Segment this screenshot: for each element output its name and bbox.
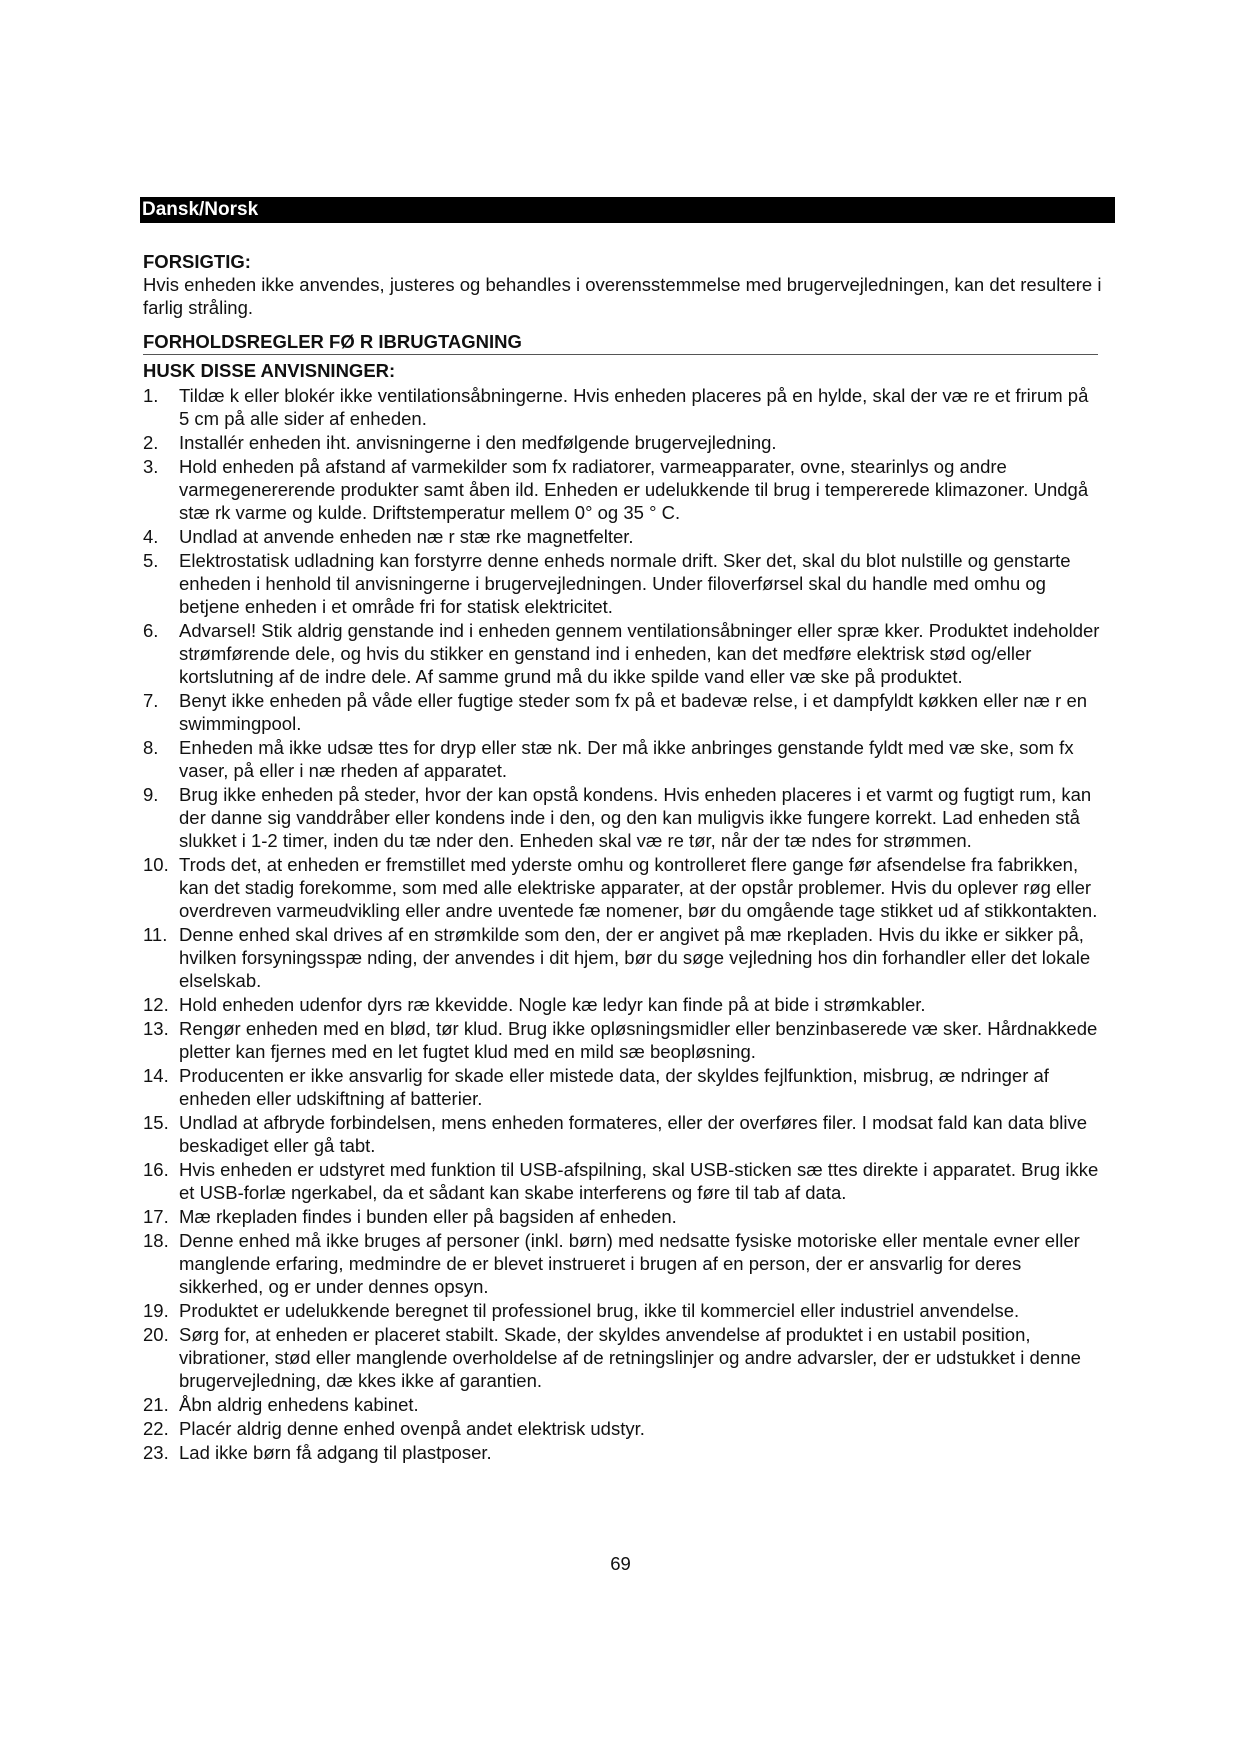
list-item-number: 7. [143, 690, 159, 711]
instruction-list [143, 384, 1103, 1464]
list-item-text: Undlad at anvende enheden næ r stæ rke magnetfelter. [179, 526, 634, 547]
list-item-text: Brug ikke enheden på steder, hvor der kan opstå kondens. Hvis enheden placeres i et varmt og fugtigt rum, kan der danne sig vanddråber eller kondens inde i den, og den kan muligvis ikke fungere korrekt. Lad enheden stå slukket i 1-2 timer, inden du tæ nder den. Enheden skal væ re tør, når der tæ ndes for strømmen. [179, 784, 1092, 851]
list-item-text: Producenten er ikke ansvarlig for skade eller mistede data, der skyldes fejlfunktion, misbrug, æ ndringer af enheden eller udskiftning af batterier. [179, 1065, 1049, 1109]
list-item [143, 384, 1103, 430]
list-item [143, 689, 1103, 735]
list-item-number: 15. [143, 1112, 169, 1133]
list-item-text: Installér enheden iht. anvisningerne i den medfølgende brugervejledning. [179, 432, 777, 453]
list-item-number: 18. [143, 1230, 169, 1251]
list-item [143, 431, 1103, 454]
list-item-number: 10. [143, 854, 169, 875]
list-item [143, 1064, 1103, 1110]
list-item [143, 525, 1103, 548]
list-item-number: 20. [143, 1324, 169, 1345]
list-item-number: 23. [143, 1442, 169, 1463]
list-item [143, 1417, 1103, 1440]
list-item [143, 853, 1103, 922]
list-item [143, 1441, 1103, 1464]
list-item [143, 923, 1103, 992]
list-item-text: Lad ikke børn få adgang til plastposer. [179, 1442, 492, 1463]
list-item [143, 1299, 1103, 1322]
list-item-text: Åbn aldrig enhedens kabinet. [179, 1394, 419, 1415]
language-header: Dansk/Norsk [140, 197, 1115, 223]
list-item [143, 1111, 1103, 1157]
list-item-text: Produktet er udelukkende beregnet til professionel brug, ikke til kommerciel eller industriel anvendelse. [179, 1300, 1020, 1321]
list-item-number: 22. [143, 1418, 169, 1439]
list-item [143, 455, 1103, 524]
list-item-number: 13. [143, 1018, 169, 1039]
list-item-number: 1. [143, 385, 159, 406]
list-item-text: Elektrostatisk udladning kan forstyrre denne enheds normale drift. Sker det, skal du blot nulstille og genstarte enheden i henhold til anvisningerne i brugervejledningen. Under filoverførsel skal du handle med omhu og betjene enheden i et område fri for statisk elektricitet. [179, 550, 1071, 617]
list-item-text: Advarsel! Stik aldrig genstande ind i enheden gennem ventilationsåbninger eller spræ kker. Produktet indeholder strømførende dele, og hvis du stikker en genstand ind i enheden, kan det medføre elektrisk stød og/eller kortslutning af de indre dele. Af samme grund må du ikke spilde vand eller væ ske på produktet. [179, 620, 1100, 687]
list-item-text: Mæ rkepladen findes i bunden eller på bagsiden af enheden. [179, 1206, 677, 1227]
list-item [143, 993, 1103, 1016]
list-item-number: 14. [143, 1065, 169, 1086]
list-item-text: Rengør enheden med en blød, tør klud. Brug ikke opløsningsmidler eller benzinbaserede væ sker. Hårdnakkede pletter kan fjernes med en let fugtet klud med en mild sæ beopløsning. [179, 1018, 1098, 1062]
list-item-text: Undlad at afbryde forbindelsen, mens enheden formateres, eller der overføres filer. I modsat fald kan data blive beskadiget eller gå tabt. [179, 1112, 1088, 1156]
list-item-number: 17. [143, 1206, 169, 1227]
list-item-text: Benyt ikke enheden på våde eller fugtige steder som fx på et badevæ relse, i et dampfyldt køkken eller næ r en swimmingpool. [179, 690, 1088, 734]
list-item-number: 21. [143, 1394, 169, 1415]
list-item-text: Placér aldrig denne enhed ovenpå andet elektrisk udstyr. [179, 1418, 645, 1439]
list-item [143, 549, 1103, 618]
list-item-number: 19. [143, 1300, 169, 1321]
list-item [143, 1393, 1103, 1416]
list-item-number: 2. [143, 432, 159, 453]
list-item [143, 1323, 1103, 1392]
list-item-number: 16. [143, 1159, 169, 1180]
list-item [143, 1158, 1103, 1204]
list-item-number: 12. [143, 994, 169, 1015]
section-subtitle: HUSK DISSE ANVISNINGER: [143, 360, 396, 381]
list-item-number: 4. [143, 526, 159, 547]
list-item [143, 619, 1103, 688]
list-item [143, 783, 1103, 852]
caution-title: FORSIGTIG: [143, 251, 251, 272]
list-item-text: Denne enhed skal drives af en strømkilde som den, der er angivet på mæ rkepladen. Hvis du ikke er sikker på, hvilken forsyningsspæ nding, der anvendes i dit hjem, bør du søge vejledning hos din forhandler eller det lokale elselskab. [179, 924, 1091, 991]
list-item-text: Hold enheden udenfor dyrs ræ kkevidde. Nogle kæ ledyr kan finde på at bide i strømkabler. [179, 994, 926, 1015]
list-item [143, 1205, 1103, 1228]
caution-text: Hvis enheden ikke anvendes, justeres og behandles i overensstemmelse med brugervejledningen, kan det resultere i farlig stråling. [143, 274, 1102, 318]
list-item-text: Trods det, at enheden er fremstillet med yderste omhu og kontrolleret flere gange før afsendelse fra fabrikken, kan det stadig forekomme, som med alle elektriske apparater, at der opstår problemer. Hvis du oplever røg eller overdreven varmeudvikling eller andre uventede fæ nomener, bør du omgående tage stikket ud af stikkontakten. [179, 854, 1098, 921]
list-item-text: Tildæ k eller blokér ikke ventilationsåbningerne. Hvis enheden placeres på en hylde, skal der væ re et frirum på 5 cm på alle sider af enheden. [179, 385, 1089, 429]
list-item [143, 736, 1103, 782]
list-item [143, 1017, 1103, 1063]
list-item-number: 3. [143, 456, 159, 477]
list-item-number: 5. [143, 550, 159, 571]
list-item-number: 11. [143, 924, 168, 945]
list-item-number: 9. [143, 784, 159, 805]
document-body [143, 250, 1103, 1465]
list-item-number: 6. [143, 620, 159, 641]
page-number: 69 [610, 1553, 631, 1574]
list-item-text: Denne enhed må ikke bruges af personer (inkl. børn) med nedsatte fysiske motoriske eller mentale evner eller manglende erfaring, medmindre de er blevet instrueret i brugen af en person, der er ansvarlig for deres sikkerhed, og er under dennes opsyn. [179, 1230, 1080, 1297]
list-item-text: Enheden må ikke udsæ ttes for dryp eller stæ nk. Der må ikke anbringes genstande fyldt med væ ske, som fx vaser, på eller i næ rheden af apparatet. [179, 737, 1074, 781]
list-item [143, 1229, 1103, 1298]
list-item-text: Hvis enheden er udstyret med funktion til USB-afspilning, skal USB-sticken sæ ttes direkte i apparatet. Brug ikke et USB-forlæ ngerkabel, da et sådant kan skabe interferens og føre til tab af data. [179, 1159, 1099, 1203]
list-item-text: Sørg for, at enheden er placeret stabilt. Skade, der skyldes anvendelse af produktet i en ustabil position, vibrationer, stød eller manglende overholdelse af de retningslinjer og andre advarsler, der er udstukket i denne brugervejledning, dæ kkes ikke af garantien. [179, 1324, 1081, 1391]
list-item-text: Hold enheden på afstand af varmekilder som fx radiatorer, varmeapparater, ovne, stearinlys og andre varmegenererende produkter samt åben ild. Enheden er udelukkende til brug i tempererede klimazoner. Undgå stæ rk varme og kulde. Driftstemperatur mellem 0° og 35 ° C. [179, 456, 1089, 523]
section-title: FORHOLDSREGLER FØ R IBRUGTAGNING [143, 330, 1098, 355]
list-item-number: 8. [143, 737, 159, 758]
